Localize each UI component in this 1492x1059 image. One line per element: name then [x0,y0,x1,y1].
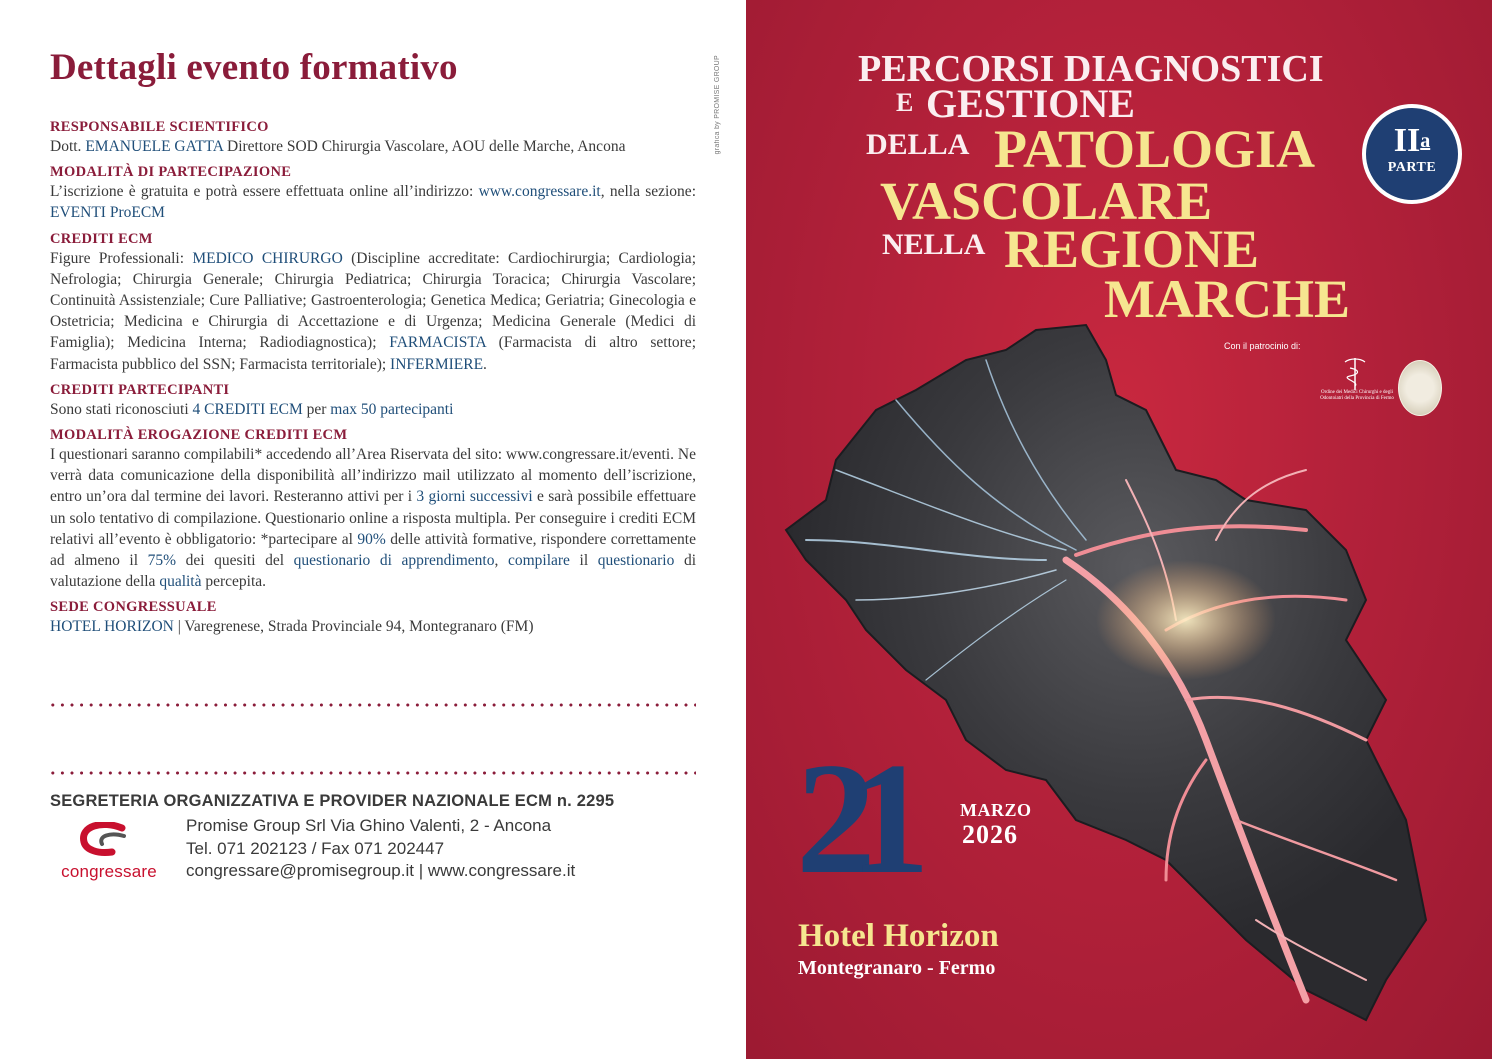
badge-superscript: a [1420,130,1431,152]
erogazione-qualita: qualità [159,573,202,591]
erogazione-body [50,444,696,592]
badge-number [1366,124,1458,158]
cover-panel [746,0,1492,1059]
title-line-6: MARCHE [1104,269,1350,329]
title-line-3a: DELLA [866,128,970,161]
details-content [50,118,696,638]
erogazione-compilare: compilare [507,552,570,570]
congressare-logo [50,822,168,882]
logo-wordmark: congressare [61,862,157,881]
title-line-5b: REGIONE [1004,219,1260,279]
ecm-body [50,248,696,375]
responsabile-body [50,136,696,157]
erogazione-t4: dei quesiti del [176,552,294,570]
sede-address: | Varegrenese, Strada Provinciale 94, Montegranaro (FM) [173,618,534,636]
erogazione-t2: e sarà possibile effettuare un solo tentativo di compilazione. Questionario online a risposta multipla. Per conseguire i crediti ECM relativi all’evento è obbligatorio: *partecipare al [50,488,696,548]
organizer-web[interactable]: congressare@promisegroup.it | www.congressare.it [186,861,576,880]
page-title: Dettagli evento formativo [50,47,458,88]
erogazione-t6: il [569,552,598,570]
ecm-infermiere: INFERMIERE [390,355,484,373]
partecipanti-crediti: 4 CREDITI ECM [192,400,303,418]
ecm-t3: (Farmacista di altro settore; Farmacista pubblico del SSN; Farmacista territoriale); [50,334,696,373]
event-month: MARZO [960,800,1032,820]
sede-hotel: HOTEL HORIZON [50,618,174,636]
title-line-2a: E [896,88,914,117]
partecipanti-max: max 50 partecipanti [330,400,454,418]
sede-heading: SEDE CONGRESSUALE [50,599,217,616]
event-day: 21 [796,729,904,907]
organizer-contacts [186,815,575,883]
erogazione-p90: 90% [357,530,386,548]
ordine-medici-text: Ordine dei Medici Chirurghi e degli Odontoiatri della Provincia di Fermo [1320,390,1394,401]
partecipanti-heading: CREDITI PARTECIPANTI [50,381,230,398]
sede-body [50,616,696,637]
partecipanti-t1: Sono stati riconosciuti [50,400,193,418]
graphic-credit: grafica by PROMISE GROUP [714,55,721,155]
responsabile-role: Direttore SOD Chirurgia Vascolare, AOU delle Marche, Ancona [223,138,626,155]
badge-roman: II [1393,122,1421,159]
erogazione-t5: , [494,552,508,570]
erogazione-quest-app: questionario di apprendimento [293,552,495,570]
patron-medal-icon [1398,360,1442,416]
event-venue: Hotel Horizon [798,918,999,954]
erogazione-t1: I questionari saranno compilabili* accedendo all’Area Riservata del sito: www.congressare.it/eventi. Ne verrà data comunicazione della disponibilità all’indirizzo mail utilizzato al momento dell’iscrizione, entro un’ora dal termine dei lavori. Resteranno attivi per i [50,446,696,506]
part-badge [1362,104,1462,204]
organizer-title: SEGRETERIA ORGANIZZATIVA E PROVIDER NAZIONALE ECM n. 2295 [50,792,615,810]
ecm-medico: MEDICO CHIRURGO [192,249,343,267]
erogazione-p75: 75% [147,552,177,570]
ecm-t1: Figure Professionali: [50,249,193,267]
responsabile-heading: RESPONSABILE SCIENTIFICO [50,119,269,135]
congressare-link[interactable]: www.congressare.it [478,183,601,201]
organizer-address: Promise Group Srl Via Ghino Valenti, 2 - Ancona [186,816,552,835]
partecipazione-heading: MODALITÀ DI PARTECIPAZIONE [50,164,292,181]
responsabile-prefix: Dott. [50,138,86,155]
partecipazione-text2: , nella sezione: [600,183,696,201]
ecm-heading: CREDITI ECM [50,230,153,247]
partecipanti-body [50,399,696,420]
erogazione-t7: di valutazione della [50,552,697,591]
organizer-phone: Tel. 071 202123 / Fax 071 202447 [186,838,445,858]
erogazione-t8: percepita. [201,573,267,591]
erogazione-t3: delle attività formative, rispondere correttamente ad almeno il [50,530,696,570]
responsabile-name: EMANUELE GATTA [85,138,224,155]
partecipazione-body [50,181,696,223]
dotted-divider-top [48,703,696,707]
partecipazione-text1: L’iscrizione è gratuita e potrà essere effettuata online all’indirizzo: [50,183,479,201]
event-place: Montegranaro - Fermo [798,957,996,979]
congressare-swoosh-icon [50,822,168,862]
title-line-4: VASCOLARE [880,171,1213,231]
title-line-5a: NELLA [882,228,986,261]
badge-label: PARTE [1387,160,1437,175]
patronage-label: Con il patrocinio di: [1224,341,1301,351]
title-line-2b: GESTIONE [926,81,1135,126]
erogazione-heading: MODALITÀ EROGAZIONE CREDITI ECM [50,427,348,444]
dotted-divider-bottom [48,771,696,775]
ecm-t2: (Discipline accreditate: Cardiochirurgia; Cardiologia; Nefrologia; Chirurgia Generale; Chirurgia Pediatrica; Chirurgia Toracica; Chirurgia Vascolare; Continuità Assistenziale; Cure Palliative; Gastroenterologia; Genetica Medica; Geriatria; Ginecologia e Ostetricia; Medicina e Chirurgia di Accettazione e di Urgenza; Medicina Generale (Medici di Famiglia); Medicina Interna; Radiodiagnostica); [50,249,696,352]
eventi-proecm-section: EVENTI ProECM [50,204,165,222]
title-line-1: PERCORSI DIAGNOSTICI [858,48,1324,90]
partecipanti-t2: per [302,400,331,418]
ecm-farmacista: FARMACISTA [389,334,486,352]
erogazione-giorni: 3 giorni successivi [416,488,533,506]
caduceus-icon [1342,356,1368,392]
event-year: 2026 [962,820,1018,849]
title-line-3b: PATOLOGIA [994,119,1316,179]
erogazione-questionario: questionario [597,552,675,570]
ecm-t4: . [483,355,487,373]
